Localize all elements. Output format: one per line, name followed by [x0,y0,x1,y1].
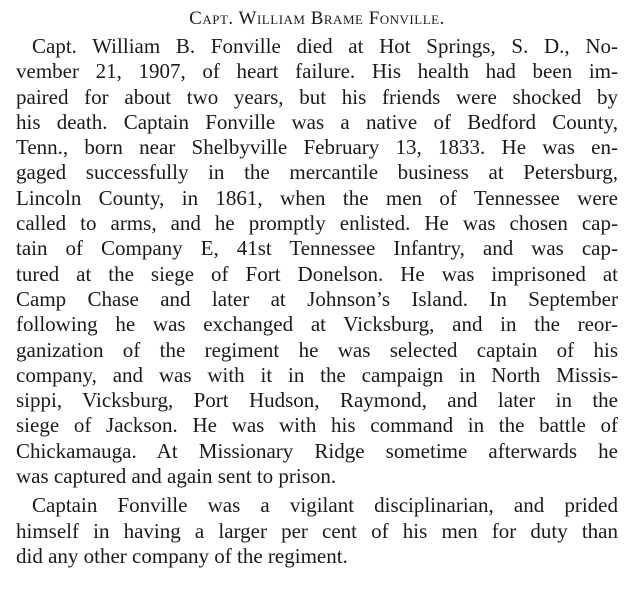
text-line: Camp Chase and later at Johnson’s Island. In September [16,286,618,311]
text-line: was captured and again sent to prison. [16,464,337,489]
document-title: Capt. William Brame Fonville. [189,8,445,29]
text-line: tured at the siege of Fort Donelson. He was imprisoned at [16,261,618,286]
text-line: paired for about two years, but his friends were shocked by [16,84,618,109]
text-line: called to arms, and he promptly enlisted. He was chosen cap- [16,211,618,236]
text-line: Lincoln County, in 1861, when the men of Tennessee were [16,185,618,210]
text-line: Capt. William B. Fonville died at Hot Springs, S. D., No- [32,34,618,58]
text-line: company, and was with it in the campaign in North Missis- [16,362,618,387]
text-line: did any other company of the regiment. [16,543,348,568]
text-line: siege of Jackson. He was with his command in the battle of [16,413,618,438]
text-line: ganization of the regiment he was selected captain of his [16,337,618,362]
text-line: his death. Captain Fonville was a native of Bedford County, [16,109,618,134]
text-line: vember 21, 1907, of heart failure. His health had been im- [16,59,618,84]
paragraph-1 [16,34,618,489]
document-page [16,8,618,569]
text-line: himself in having a larger per cent of his men for duty than [16,518,618,543]
text-line: gaged successfully in the mercantile business at Petersburg, [16,160,618,185]
text-line: Captain Fonville was a vigilant disciplinarian, and prided [32,493,618,518]
text-line: following he was exchanged at Vicksburg, and in the reor- [16,312,618,337]
paragraph-2 [16,493,618,569]
text-line: Tenn., born near Shelbyville February 13, 1833. He was en- [16,135,618,160]
text-line: Chickamauga. At Missionary Ridge sometime afterwards he [16,438,618,463]
text-line: sippi, Vicksburg, Port Hudson, Raymond, and later in the [16,388,618,413]
text-line: tain of Company E, 41st Tennessee Infantry, and was cap- [16,236,618,261]
